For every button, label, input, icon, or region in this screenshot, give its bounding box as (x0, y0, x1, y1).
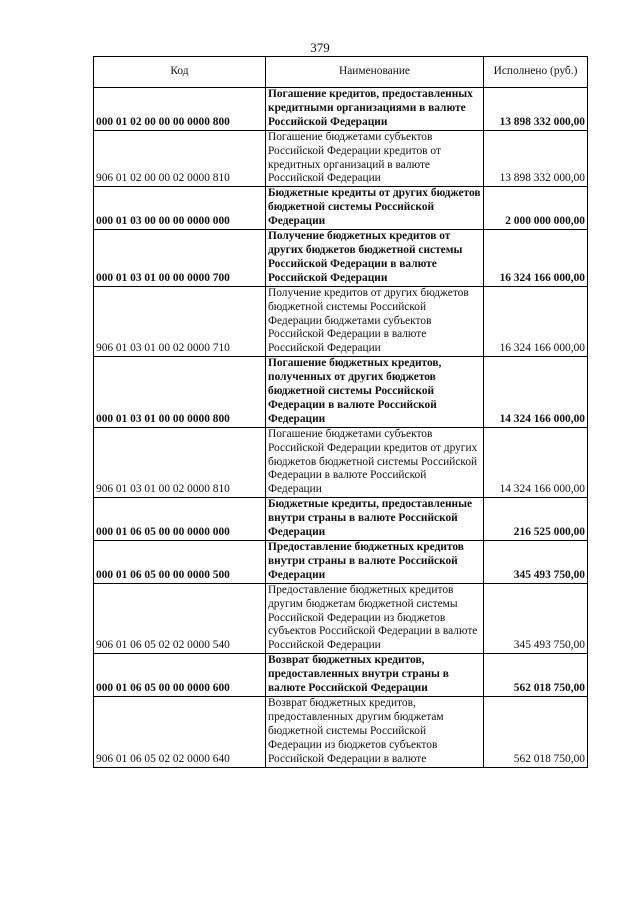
header-name: Наименование (266, 57, 484, 88)
table-row (94, 230, 588, 287)
header-amount: Исполнено (руб.) (484, 57, 588, 88)
row-amount: 14 324 166 000,00 (484, 357, 588, 428)
table-row (94, 130, 588, 187)
row-amount: 216 525 000,00 (484, 498, 588, 541)
table-row (94, 541, 588, 584)
row-amount: 562 018 750,00 (484, 654, 588, 697)
row-code: 906 01 06 05 02 02 0000 640 (94, 696, 266, 767)
row-name: Бюджетные кредиты, предоставленные внутри страны в валюте Российской Федерации (266, 498, 484, 541)
row-amount: 562 018 750,00 (484, 696, 588, 767)
row-name: Возврат бюджетных кредитов, предоставленных другим бюджетам бюджетной системы Российской Федерации из бюджетов субъектов Российской Федерации в валюте (266, 696, 484, 767)
table-row (94, 583, 588, 654)
table-row (94, 357, 588, 428)
row-name: Получение бюджетных кредитов от других бюджетов бюджетной системы Российской Федерации в валюте Российской Федерации (266, 230, 484, 287)
table-header-row (94, 57, 588, 88)
row-code: 000 01 02 00 00 00 0000 800 (94, 88, 266, 131)
table-row (94, 498, 588, 541)
row-code: 000 01 03 01 00 00 0000 800 (94, 357, 266, 428)
row-code: 000 01 03 01 00 00 0000 700 (94, 230, 266, 287)
row-amount: 16 324 166 000,00 (484, 286, 588, 357)
row-name: Бюджетные кредиты от других бюджетов бюджетной системы Российской Федерации (266, 187, 484, 230)
table-row (94, 654, 588, 697)
row-name: Возврат бюджетных кредитов, предоставленных внутри страны в валюте Российской Федерации (266, 654, 484, 697)
row-name: Погашение бюджетами субъектов Российской Федерации кредитов от других бюджетов бюджетной системы Российской Федерации в валюте Российской Федерации (266, 427, 484, 498)
row-code: 906 01 03 01 00 02 0000 710 (94, 286, 266, 357)
header-code: Код (94, 57, 266, 88)
row-amount: 345 493 750,00 (484, 583, 588, 654)
table-row (94, 427, 588, 498)
table-row (94, 187, 588, 230)
row-code: 906 01 06 05 02 02 0000 540 (94, 583, 266, 654)
row-amount: 13 898 332 000,00 (484, 88, 588, 131)
row-amount: 2 000 000 000,00 (484, 187, 588, 230)
table-row (94, 88, 588, 131)
row-code: 000 01 06 05 00 00 0000 500 (94, 541, 266, 584)
row-name: Предоставление бюджетных кредитов внутри страны в валюте Российской Федерации (266, 541, 484, 584)
row-name: Получение кредитов от других бюджетов бюджетной системы Российской Федерации бюджетами субъектов Российской Федерации в валюте Российской Федерации (266, 286, 484, 357)
table-row (94, 286, 588, 357)
row-code: 000 01 03 00 00 00 0000 000 (94, 187, 266, 230)
row-amount: 13 898 332 000,00 (484, 130, 588, 187)
row-name: Погашение бюджетами субъектов Российской Федерации кредитов от кредитных организаций в валюте Российской Федерации (266, 130, 484, 187)
row-code: 000 01 06 05 00 00 0000 000 (94, 498, 266, 541)
row-name: Погашение бюджетных кредитов, полученных от других бюджетов бюджетной системы Российской Федерации в валюте Российской Федерации (266, 357, 484, 428)
table-row (94, 696, 588, 767)
row-amount: 14 324 166 000,00 (484, 427, 588, 498)
budget-table (93, 56, 588, 768)
row-name: Предоставление бюджетных кредитов другим бюджетам бюджетной системы Российской Федерации из бюджетов субъектов Российской Федерации в валюте Российской Федерации (266, 583, 484, 654)
row-amount: 345 493 750,00 (484, 541, 588, 584)
row-code: 906 01 03 01 00 02 0000 810 (94, 427, 266, 498)
row-code: 000 01 06 05 00 00 0000 600 (94, 654, 266, 697)
row-amount: 16 324 166 000,00 (484, 230, 588, 287)
row-code: 906 01 02 00 00 02 0000 810 (94, 130, 266, 187)
page-number: 379 (310, 40, 330, 55)
row-name: Погашение кредитов, предоставленных кредитными организациями в валюте Российской Федерации (266, 88, 484, 131)
